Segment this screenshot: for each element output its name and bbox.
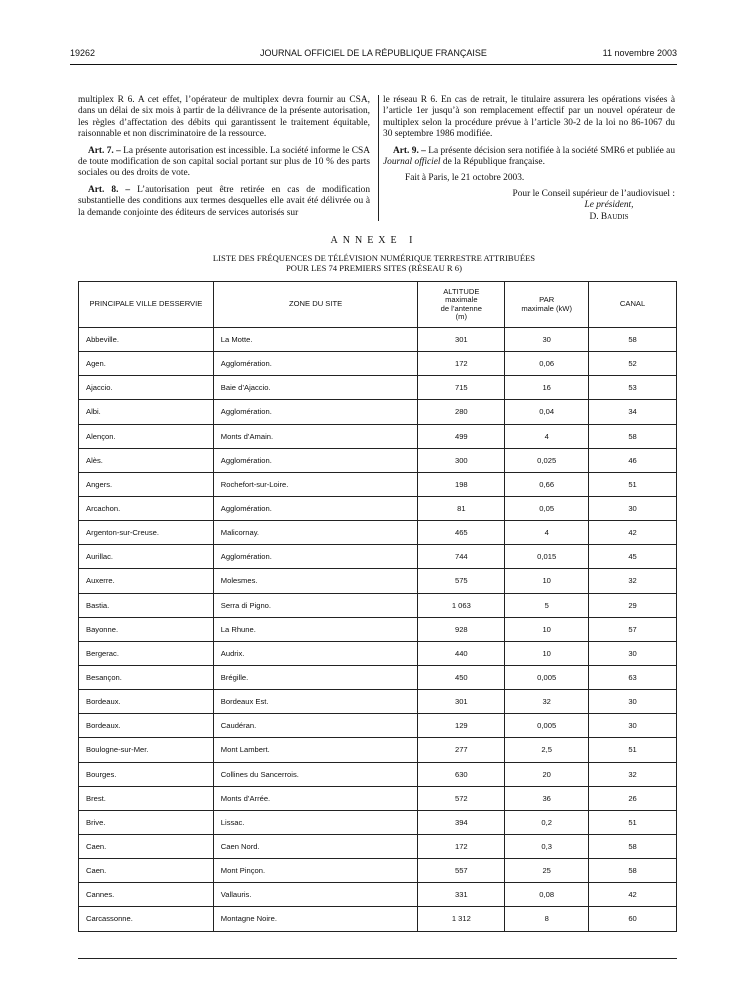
cell-par: 10 (505, 569, 589, 593)
table-row (79, 810, 677, 834)
table-row (79, 521, 677, 545)
cell-zone: Molesmes. (213, 569, 418, 593)
cell-canal: 51 (589, 810, 677, 834)
cell-canal: 52 (589, 352, 677, 376)
cell-par: 0,05 (505, 496, 589, 520)
cell-par: 0,3 (505, 834, 589, 858)
cell-canal: 42 (589, 883, 677, 907)
table-row (79, 859, 677, 883)
table-row (79, 883, 677, 907)
header-ville: PRINCIPALE VILLE DESSERVIE (79, 282, 214, 328)
cell-canal: 30 (589, 690, 677, 714)
frequency-table (78, 281, 677, 932)
cell-par: 5 (505, 593, 589, 617)
table-row (79, 400, 677, 424)
cell-altitude: 450 (418, 665, 505, 689)
table-row (79, 907, 677, 931)
signature-line-2: Le président, (584, 200, 634, 211)
signature-name: D. Baudis (589, 211, 629, 222)
cell-zone: Brégille. (213, 665, 418, 689)
publication-date: 11 novembre 2003 (602, 48, 677, 58)
cell-zone: La Rhune. (213, 617, 418, 641)
cell-altitude: 630 (418, 762, 505, 786)
cell-zone: Baie d’Ajaccio. (213, 376, 418, 400)
article-9 (383, 146, 675, 169)
cell-zone: Vallauris. (213, 883, 418, 907)
annex-title (0, 253, 748, 273)
cell-altitude: 1 312 (418, 907, 505, 931)
cell-zone: Malicornay. (213, 521, 418, 545)
article-9-label: Art. 9. – (393, 145, 426, 156)
table-row (79, 834, 677, 858)
cell-canal: 32 (589, 569, 677, 593)
table-row (79, 328, 677, 352)
cell-par: 0,005 (505, 665, 589, 689)
header-altitude (418, 282, 505, 328)
cell-zone: Bordeaux Est. (213, 690, 418, 714)
cell-zone: Monts d’Amain. (213, 424, 418, 448)
cell-altitude: 928 (418, 617, 505, 641)
table-row (79, 690, 677, 714)
cell-canal: 30 (589, 641, 677, 665)
cell-par: 32 (505, 690, 589, 714)
table-row (79, 665, 677, 689)
cell-canal: 58 (589, 834, 677, 858)
cell-canal: 30 (589, 714, 677, 738)
table-body (79, 328, 677, 932)
cell-ville: Carcassonne. (79, 907, 214, 931)
table-continuation-rule (78, 958, 677, 959)
table-row (79, 641, 677, 665)
cell-canal: 63 (589, 665, 677, 689)
article-8 (78, 185, 370, 219)
cell-canal: 30 (589, 496, 677, 520)
cell-ville: Agen. (79, 352, 214, 376)
table-row (79, 424, 677, 448)
header-par-l2: maximale (kW) (521, 303, 572, 313)
cell-zone: Caudéran. (213, 714, 418, 738)
cell-ville: Auxerre. (79, 569, 214, 593)
cell-ville: Albi. (79, 400, 214, 424)
cell-ville: Caen. (79, 834, 214, 858)
cell-canal: 51 (589, 738, 677, 762)
cell-altitude: 1 063 (418, 593, 505, 617)
cell-zone: La Motte. (213, 328, 418, 352)
cell-canal: 57 (589, 617, 677, 641)
cell-par: 2,5 (505, 738, 589, 762)
cell-canal: 53 (589, 376, 677, 400)
annex-heading: ANNEXE I (330, 235, 418, 246)
cell-zone: Lissac. (213, 810, 418, 834)
cell-par: 0,66 (505, 472, 589, 496)
table-row (79, 448, 677, 472)
cell-zone: Montagne Noire. (213, 907, 418, 931)
signature-line-1: Pour le Conseil supérieur de l’audiovisuel : (512, 188, 675, 199)
table-row (79, 569, 677, 593)
article-9-journal: Journal officiel (383, 157, 441, 168)
cell-par: 0,2 (505, 810, 589, 834)
cell-altitude: 744 (418, 545, 505, 569)
table-row (79, 714, 677, 738)
cell-zone: Agglomération. (213, 400, 418, 424)
cell-par: 16 (505, 376, 589, 400)
right-para1: le réseau R 6. En cas de retrait, le titulaire assurera les opérations visées à l’article 1er jusqu’à son remplacement effectif par un nouvel opérateur de multiplex selon la procédure prévue à l’article 30-2 de la loi no 86-1067 du 30 septembre 1986 modifiée. (383, 95, 675, 140)
cell-zone: Monts d’Arrée. (213, 786, 418, 810)
cell-ville: Cannes. (79, 883, 214, 907)
left-para1: multiplex R 6. A cet effet, l’opérateur de multiplex devra fournir au CSA, dans un délai de six mois à partir de la délivrance de la présente autorisation, les règles d’affectation des débits qui garantissent le traitement équitable, raisonnable et non discriminatoire de la ressource. (78, 95, 370, 140)
cell-canal: 60 (589, 907, 677, 931)
cell-zone: Rochefort-sur-Loire. (213, 472, 418, 496)
cell-ville: Arcachon. (79, 496, 214, 520)
cell-altitude: 715 (418, 376, 505, 400)
cell-zone: Mont Lambert. (213, 738, 418, 762)
page-number: 19262 (70, 48, 96, 58)
cell-canal: 32 (589, 762, 677, 786)
cell-altitude: 394 (418, 810, 505, 834)
cell-altitude: 440 (418, 641, 505, 665)
cell-canal: 42 (589, 521, 677, 545)
header-rule (70, 64, 677, 65)
cell-canal: 58 (589, 424, 677, 448)
cell-par: 4 (505, 521, 589, 545)
cell-altitude: 557 (418, 859, 505, 883)
table-header-row (79, 282, 677, 328)
annex-title-line-2: POUR LES 74 PREMIERS SITES (RÉSEAU R 6) (286, 263, 462, 273)
cell-canal: 51 (589, 472, 677, 496)
cell-par: 36 (505, 786, 589, 810)
cell-altitude: 129 (418, 714, 505, 738)
cell-zone: Agglomération. (213, 496, 418, 520)
cell-canal: 26 (589, 786, 677, 810)
cell-ville: Angers. (79, 472, 214, 496)
left-column (78, 95, 370, 224)
fait-a-paris: Fait à Paris, le 21 octobre 2003. (405, 173, 525, 184)
page-header (70, 48, 677, 64)
cell-altitude: 465 (418, 521, 505, 545)
cell-par: 10 (505, 617, 589, 641)
cell-zone: Agglomération. (213, 352, 418, 376)
table-row (79, 786, 677, 810)
cell-ville: Bourges. (79, 762, 214, 786)
cell-par: 30 (505, 328, 589, 352)
cell-ville: Aurillac. (79, 545, 214, 569)
journal-title: JOURNAL OFFICIEL DE LA RÉPUBLIQUE FRANÇAISE (260, 48, 487, 58)
cell-ville: Brest. (79, 786, 214, 810)
cell-ville: Brive. (79, 810, 214, 834)
cell-ville: Bayonne. (79, 617, 214, 641)
header-canal: CANAL (589, 282, 677, 328)
cell-par: 0,06 (505, 352, 589, 376)
cell-par: 8 (505, 907, 589, 931)
article-7 (78, 146, 370, 180)
article-9-text-b: de la République française. (442, 157, 545, 168)
cell-zone: Serra di Pigno. (213, 593, 418, 617)
cell-zone: Collines du Sancerrois. (213, 762, 418, 786)
cell-zone: Agglomération. (213, 448, 418, 472)
header-par (505, 282, 589, 328)
table-row (79, 376, 677, 400)
cell-altitude: 301 (418, 690, 505, 714)
cell-altitude: 198 (418, 472, 505, 496)
cell-ville: Caen. (79, 859, 214, 883)
cell-altitude: 172 (418, 834, 505, 858)
cell-altitude: 499 (418, 424, 505, 448)
cell-par: 0,005 (505, 714, 589, 738)
cell-altitude: 331 (418, 883, 505, 907)
cell-ville: Argenton-sur-Creuse. (79, 521, 214, 545)
header-par-l1: PAR (539, 295, 555, 304)
article-8-text: L’autorisation peut être retirée en cas de modification substantielle des conditions aux termes desquelles elle avait été délivrée ou à la demande conjointe des éditeurs de services autorisés sur (78, 184, 371, 218)
header-altitude-l3: de l’antenne (440, 303, 483, 313)
header-zone: ZONE DU SITE (213, 282, 418, 328)
cell-ville: Alençon. (79, 424, 214, 448)
cell-ville: Besançon. (79, 665, 214, 689)
cell-altitude: 575 (418, 569, 505, 593)
table-row (79, 472, 677, 496)
cell-ville: Abbeville. (79, 328, 214, 352)
cell-zone: Mont Pinçon. (213, 859, 418, 883)
annex-title-line-1: LISTE DES FRÉQUENCES DE TÉLÉVISION NUMÉRIQUE TERRESTRE ATTRIBUÉES (212, 253, 536, 263)
article-9-text-a: La présente décision sera notifiée à la société SMR6 et publiée au (428, 145, 676, 156)
table-row (79, 496, 677, 520)
cell-altitude: 172 (418, 352, 505, 376)
table-row (79, 352, 677, 376)
cell-canal: 34 (589, 400, 677, 424)
cell-canal: 29 (589, 593, 677, 617)
cell-altitude: 572 (418, 786, 505, 810)
cell-par: 4 (505, 424, 589, 448)
cell-ville: Bastia. (79, 593, 214, 617)
cell-altitude: 277 (418, 738, 505, 762)
header-altitude-l4: (m) (455, 312, 468, 321)
table-row (79, 762, 677, 786)
article-8-label: Art. 8. – (88, 184, 131, 195)
cell-par: 0,08 (505, 883, 589, 907)
cell-ville: Alès. (79, 448, 214, 472)
right-column (383, 95, 675, 223)
cell-ville: Bordeaux. (79, 690, 214, 714)
cell-altitude: 301 (418, 328, 505, 352)
table-row (79, 545, 677, 569)
cell-ville: Bergerac. (79, 641, 214, 665)
article-7-label: Art. 7. – (88, 145, 121, 156)
cell-par: 0,04 (505, 400, 589, 424)
cell-ville: Bordeaux. (79, 714, 214, 738)
column-separator (378, 95, 379, 221)
cell-ville: Ajaccio. (79, 376, 214, 400)
cell-canal: 58 (589, 328, 677, 352)
cell-zone: Audrix. (213, 641, 418, 665)
table-row (79, 593, 677, 617)
cell-zone: Caen Nord. (213, 834, 418, 858)
header-altitude-l2: maximale (445, 295, 478, 304)
table-row (79, 617, 677, 641)
cell-altitude: 300 (418, 448, 505, 472)
cell-par: 25 (505, 859, 589, 883)
cell-canal: 46 (589, 448, 677, 472)
cell-altitude: 280 (418, 400, 505, 424)
cell-zone: Agglomération. (213, 545, 418, 569)
cell-altitude: 81 (418, 496, 505, 520)
cell-ville: Boulogne-sur-Mer. (79, 738, 214, 762)
header-altitude-l1: ALTITUDE (443, 286, 480, 296)
cell-par: 0,015 (505, 545, 589, 569)
article-7-text: La présente autorisation est incessible. La société informe le CSA de toute modification de son capital social portant sur plus de 10 % des parts sociales ou des droits de vote. (78, 145, 370, 179)
cell-par: 0,025 (505, 448, 589, 472)
cell-canal: 58 (589, 859, 677, 883)
table-row (79, 738, 677, 762)
cell-par: 20 (505, 762, 589, 786)
cell-canal: 45 (589, 545, 677, 569)
cell-par: 10 (505, 641, 589, 665)
